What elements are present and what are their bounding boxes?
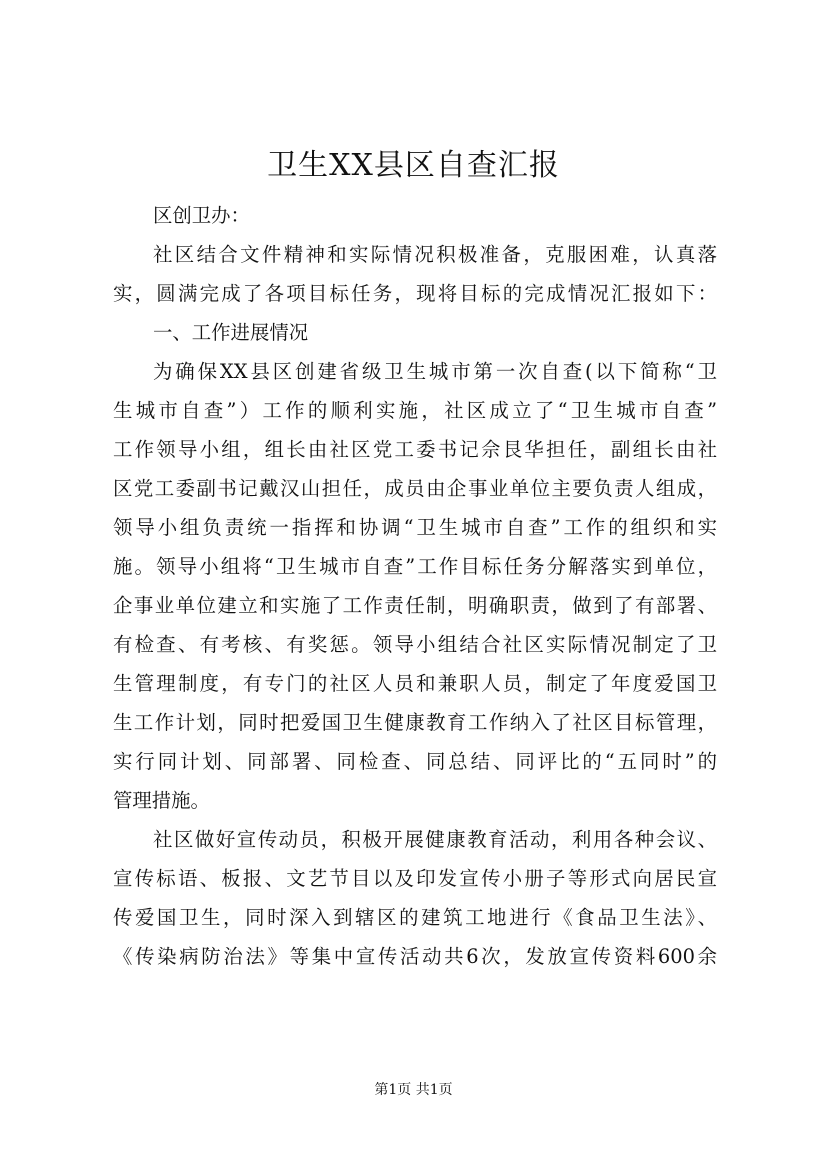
paragraph-line: 生工作计划，同时把爱国卫生健康教育工作纳入了社区目标管理， bbox=[113, 711, 717, 734]
salutation-line: 区创卫办： bbox=[153, 204, 250, 227]
paragraph-line: 施。领导小组将“卫生城市自查”工作目标任务分解落实到单位， bbox=[113, 555, 717, 578]
document-body bbox=[113, 196, 717, 976]
paragraph-line: 工作领导小组，组长由社区党工委书记佘艮华担任，副组长由社 bbox=[113, 438, 717, 461]
paragraph-line: 有检查、有考核、有奖惩。领导小组结合社区实际情况制定了卫 bbox=[113, 633, 717, 656]
section-heading: 一、工作进展情况 bbox=[153, 321, 309, 344]
document-title: 卫生XX县区自查汇报 bbox=[267, 148, 560, 183]
paragraph-line: 宣传标语、板报、文艺节目以及印发宣传小册子等形式向居民宣 bbox=[113, 867, 717, 890]
paragraph-line: 为确保XX县区创建省级卫生城市第一次自查(以下简称“卫 bbox=[153, 360, 717, 383]
paragraph-line: 企事业单位建立和实施了工作责任制，明确职责，做到了有部署、 bbox=[113, 594, 717, 617]
paragraph-line: 实行同计划、同部署、同检查、同总结、同评比的“五同时”的 bbox=[113, 750, 717, 773]
paragraph-line: 生城市自查”）工作的顺利实施，社区成立了“卫生城市自查” bbox=[113, 399, 717, 422]
paragraph-line: 领导小组负责统一指挥和协调“卫生城市自查”工作的组织和实 bbox=[113, 516, 717, 539]
paragraph-line: 生管理制度，有专门的社区人员和兼职人员，制定了年度爱国卫 bbox=[113, 672, 717, 695]
paragraph-line: 《传染病防治法》等集中宣传活动共6次，发放宣传资料600余 bbox=[113, 945, 717, 968]
paragraph-line: 社区做好宣传动员，积极开展健康教育活动，利用各种会议、 bbox=[153, 828, 717, 851]
paragraph-line: 社区结合文件精神和实际情况积极准备，克服困难，认真落 bbox=[153, 243, 717, 266]
paragraph-line: 区党工委副书记戴汉山担任，成员由企事业单位主要负责人组成， bbox=[113, 477, 717, 500]
page-footer: 第1页 共1页 bbox=[374, 1082, 453, 1098]
paragraph-line: 传爱国卫生，同时深入到辖区的建筑工地进行《食品卫生法》、 bbox=[113, 906, 717, 929]
paragraph-line: 实，圆满完成了各项目标任务，现将目标的完成情况汇报如下： bbox=[113, 282, 717, 305]
paragraph-line: 管理措施。 bbox=[113, 789, 210, 812]
